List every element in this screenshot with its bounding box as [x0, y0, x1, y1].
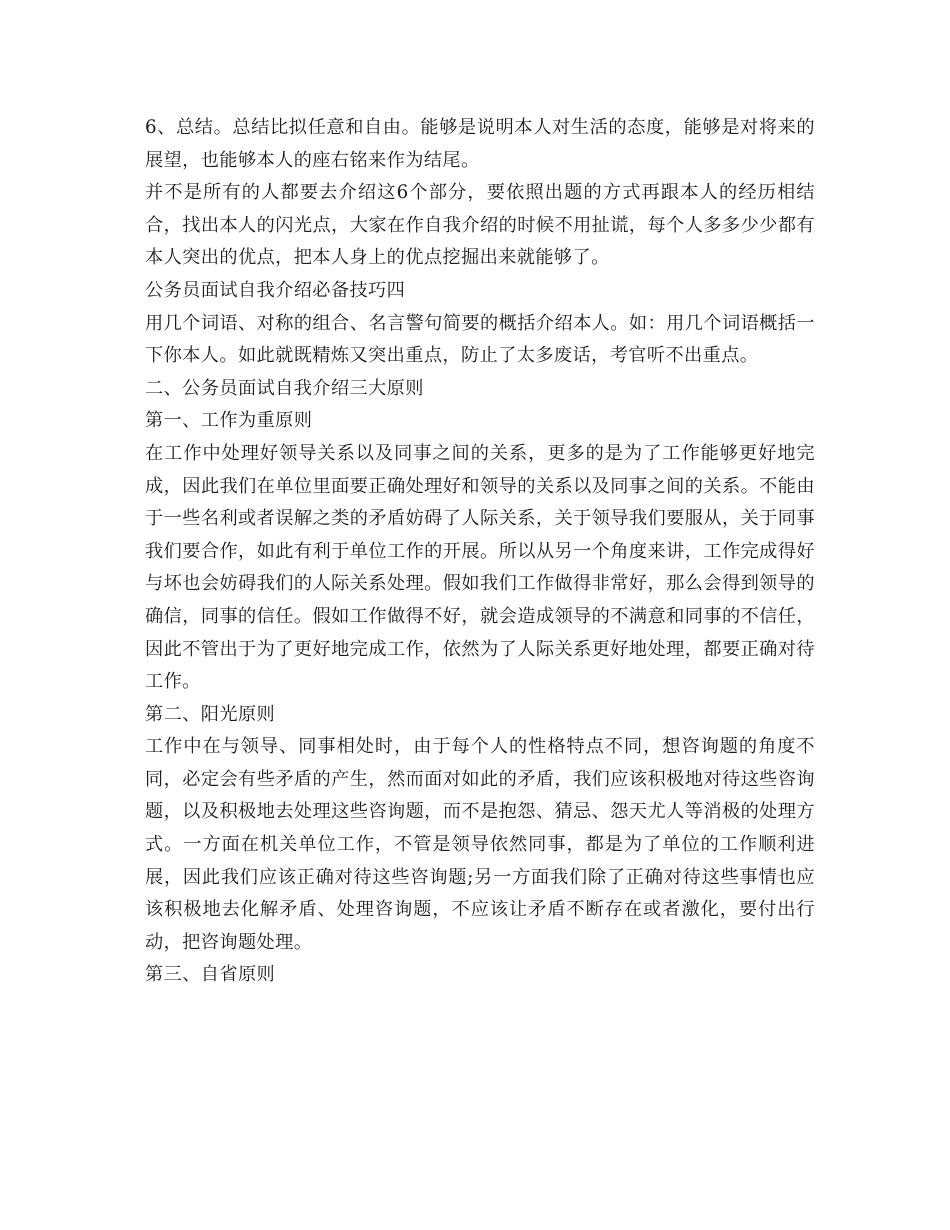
document-body	[145, 112, 815, 992]
heading-principle-three: 第三、自省原则	[145, 964, 276, 986]
paragraph-tip-four-body: 用几个词语、对称的组合、名言警句简要的概括介绍本人。如：用几个词语概括一下你本人。如此就既精炼又突出重点，防止了太多废话，考官听不出重点。	[145, 312, 815, 367]
heading-three-principles: 二、公务员面试自我介绍三大原则	[145, 377, 424, 399]
paragraph-principle-one-body: 在工作中处理好领导关系以及同事之间的关系，更多的是为了工作能够更好地完成，因此我们在单位里面要正确处理好和领导的关系以及同事之间的关系。不能由于一些名利或者误解之类的矛盾妨碍了人际关系，关于领导我们要服从，关于同事我们要合作，如此有利于单位工作的开展。所以从另一个角度来讲，工作完成得好与坏也会妨碍我们的人际关系处理。假如我们工作做得非常好，那么会得到领导的确信，同事的信任。假如工作做得不好，就会造成领导的不满意和同事的不信任，因此不管出于为了更好地完成工作，依然为了人际关系更好地处理，都要正确对待工作。	[145, 442, 815, 693]
heading-tip-four: 公务员面试自我介绍必备技巧四	[145, 279, 406, 301]
paragraph-principle-two-body: 工作中在与领导、同事相处时，由于每个人的性格特点不同，想咨询题的角度不同，必定会有些矛盾的产生，然而面对如此的矛盾，我们应该积极地对待这些咨询题，以及积极地去处理这些咨询题，而不是抱怨、猜忌、怨天尤人等消极的处理方式。一方面在机关单位工作，不管是领导依然同事，都是为了单位的工作顺利进展，因此我们应该正确对待这些咨询题;另一方面我们除了正确对待这些事情也应该积极地去化解矛盾、处理咨询题，不应该让矛盾不断存在或者激化，要付出行动，把咨询题处理。	[145, 736, 815, 953]
paragraph-summary-tip: 6、总结。总结比拟任意和自由。能够是说明本人对生活的态度，能够是对将来的展望，也能够本人的座右铭来作为结尾。	[145, 117, 815, 171]
heading-principle-one: 第一、工作为重原则	[145, 410, 313, 432]
paragraph-six-parts-note: 并不是所有的人都要去介绍这6个部分，要依照出题的方式再跟本人的经历相结合，找出本人的闪光点，大家在作自我介绍的时候不用扯谎，每个人多多少少都有本人突出的优点，把本人身上的优点挖掘出来就能够了。	[145, 182, 815, 269]
heading-principle-two: 第二、阳光原则	[145, 703, 276, 725]
